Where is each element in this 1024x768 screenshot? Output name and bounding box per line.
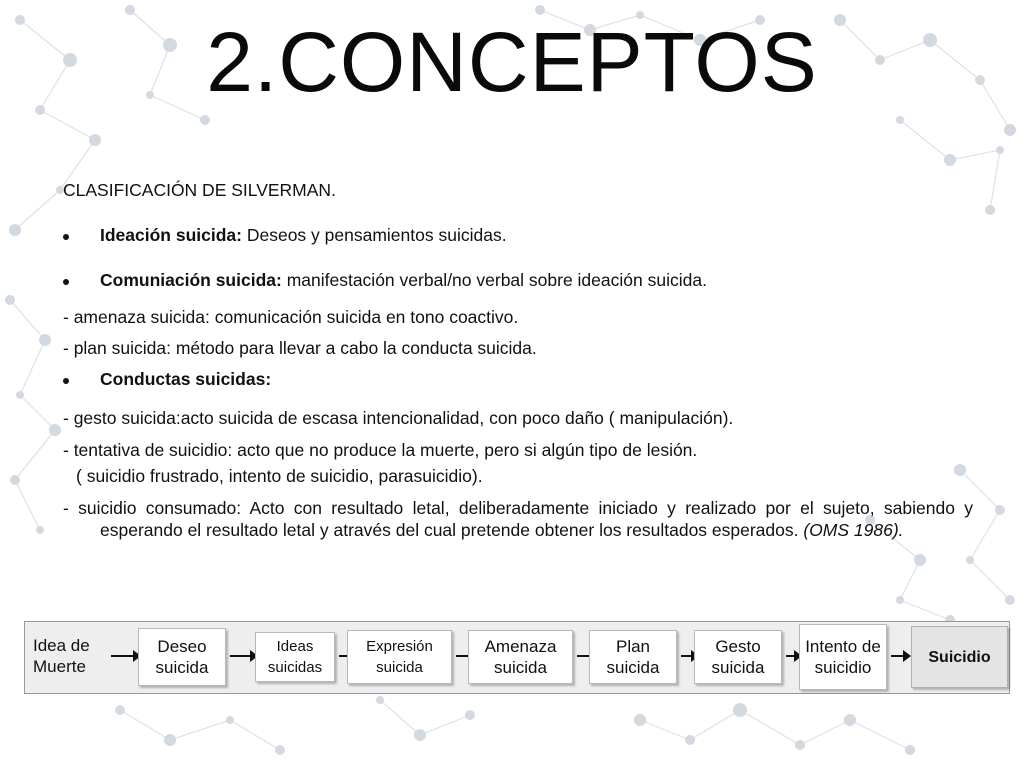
flow-arrow xyxy=(681,655,693,657)
paragraph-consumado xyxy=(63,497,973,541)
bullet-dot-icon xyxy=(63,234,69,240)
bullet-dot-icon xyxy=(63,378,69,384)
step-suicidio: Suicidio xyxy=(911,626,1008,688)
step-deseo-suicida: Deseo suicida xyxy=(138,628,226,686)
flow-arrow xyxy=(786,655,796,657)
step-idea-de-muerte: Idea de Muerte xyxy=(33,636,90,676)
line-gesto: - gesto suicida:acto suicida de escasa intencionalidad, con poco daño ( manipulación). xyxy=(63,408,734,428)
consumado-text: - suicidio consumado: Acto con resultado letal, deliberadamente iniciado y realizado por el sujeto, sabiendo y esperando el resultado letal y através del cual pretende obtener los resultados esperados. xyxy=(63,498,973,540)
step-ideas-suicidas: Ideas suicidas xyxy=(255,632,335,682)
step-intento-de-suicidio: Intento de suicidio xyxy=(799,624,887,690)
bullet-text: manifestación verbal/no verbal sobre ideación suicida. xyxy=(281,270,707,290)
flow-arrow xyxy=(230,655,252,657)
classification-heading: CLASIFICACIÓN DE SILVERMAN. xyxy=(63,180,336,200)
bullet-term: Comuniación suicida: xyxy=(100,270,282,290)
bullet-text: Deseos y pensamientos suicidas. xyxy=(241,225,507,245)
line-tentativa: - tentativa de suicidio: acto que no produce la muerte, pero si algún tipo de lesión. xyxy=(63,440,698,460)
step-gesto-suicida: Gesto suicida xyxy=(694,630,782,684)
consumado-reference: (OMS 1986). xyxy=(803,520,904,540)
line-plan: - plan suicida: método para llevar a cabo la conducta suicida. xyxy=(63,338,537,358)
flow-arrow xyxy=(111,655,135,657)
step-plan-suicida: Plan suicida xyxy=(589,630,677,684)
step-expresion-suicida: Expresión suicida xyxy=(347,630,452,684)
suicide-continuum-diagram xyxy=(24,621,1010,694)
bullet-dot-icon xyxy=(63,279,69,285)
line-amenaza: - amenaza suicida: comunicación suicida en tono coactivo. xyxy=(63,307,519,327)
bullet-term: Conductas suicidas: xyxy=(100,369,272,389)
slide-title: 2.CONCEPTOS xyxy=(206,15,818,109)
flow-arrow xyxy=(891,655,905,657)
bullet-term: Ideación suicida: xyxy=(100,225,242,245)
line-tentativa-note: ( suicidio frustrado, intento de suicidio, parasuicidio). xyxy=(76,466,483,486)
step-amenaza-suicida: Amenaza suicida xyxy=(468,630,573,684)
